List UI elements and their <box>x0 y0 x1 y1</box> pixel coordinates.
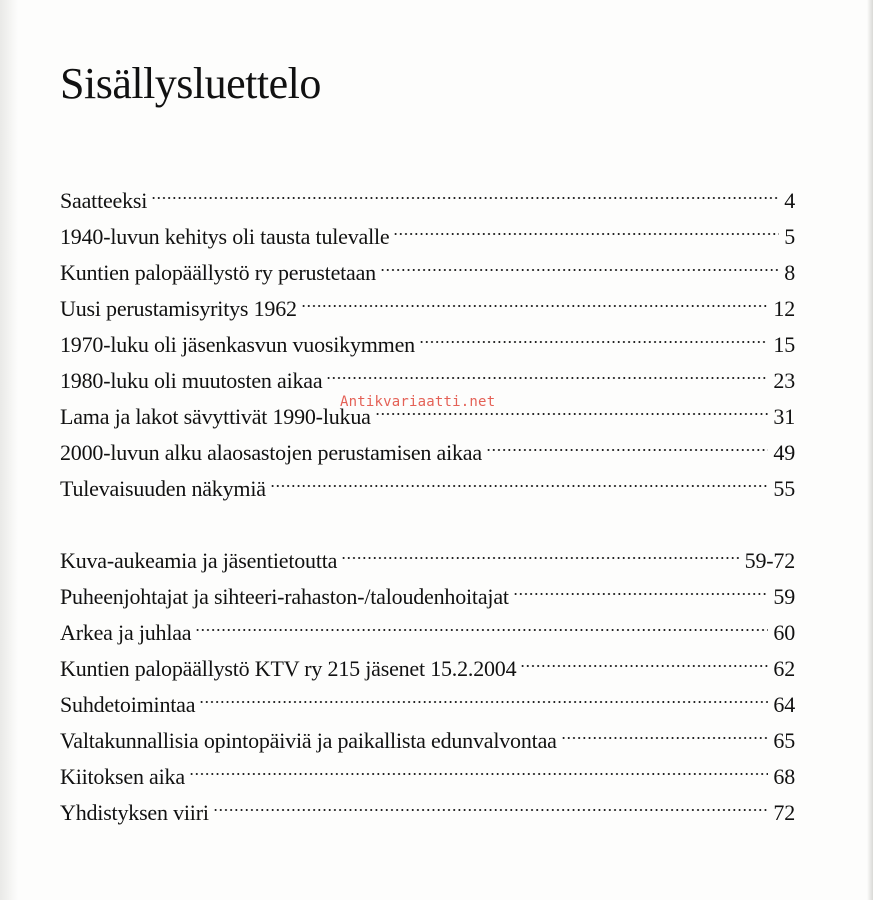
dot-leader <box>341 532 739 568</box>
toc-entry-title: Kuntien palopäällystö ry perustetaan <box>60 260 376 285</box>
toc-entry-page: 31 <box>773 404 795 429</box>
toc-entry-title: Puheenjohtajat ja sihteeri-rahaston-/taloudenhoitajat <box>60 584 509 609</box>
dot-leader <box>513 568 769 604</box>
dot-leader <box>270 460 769 496</box>
toc-entry-title: 1940-luvun kehitys oli tausta tulevalle <box>60 224 390 249</box>
toc-entry-title: Kiitoksen aika <box>60 764 185 789</box>
page-edge <box>867 0 873 900</box>
dot-leader <box>151 172 779 208</box>
toc-section-appendices <box>60 532 795 825</box>
toc-entry-page: 12 <box>773 296 795 321</box>
dot-leader <box>189 748 768 784</box>
dot-leader <box>301 280 769 316</box>
dot-leader <box>380 244 779 280</box>
dot-leader <box>486 424 768 460</box>
toc-entry-page: 15 <box>773 332 795 357</box>
toc-entry-page: 5 <box>784 224 795 249</box>
page-title: Sisällysluettelo <box>60 59 321 108</box>
toc-entry-title: Valtakunnallisia opintopäiviä ja paikallista edunvalvontaa <box>60 728 557 753</box>
toc-entry-page: 68 <box>773 764 795 789</box>
toc-entry-title: Lama ja lakot sävyttivät 1990-lukua <box>60 404 371 429</box>
toc-entry-page: 59 <box>773 584 795 609</box>
page-spine-shadow <box>0 0 18 900</box>
toc-entry-page: 72 <box>773 800 795 825</box>
toc-entry-page: 62 <box>773 656 795 681</box>
toc-entry-title: Saatteeksi <box>60 188 148 213</box>
toc-section-chapters <box>60 172 795 501</box>
dot-leader <box>199 676 768 712</box>
toc-entry <box>60 172 795 213</box>
toc-entry <box>60 532 795 573</box>
dot-leader <box>393 208 779 244</box>
toc-entry-page: 60 <box>773 620 795 645</box>
toc-entry-page: 65 <box>773 728 795 753</box>
toc-entry-title: Suhdetoimintaa <box>60 692 196 717</box>
toc-entry-page: 8 <box>784 260 795 285</box>
toc-entry-page: 4 <box>784 188 795 213</box>
dot-leader <box>520 640 768 676</box>
dot-leader <box>326 352 768 388</box>
toc-entry-page: 49 <box>773 440 795 465</box>
toc-entry <box>60 208 795 249</box>
toc-entry-page: 23 <box>773 368 795 393</box>
toc-entry-page: 55 <box>773 476 795 501</box>
dot-leader <box>561 712 769 748</box>
dot-leader <box>195 604 768 640</box>
toc-entry-title: Kuntien palopäällystö KTV ry 215 jäsenet 15.2.2004 <box>60 656 517 681</box>
watermark-text: Antikvariaatti.net <box>340 394 496 410</box>
dot-leader <box>419 316 768 352</box>
toc-entry-page: 59-72 <box>744 548 795 573</box>
toc-entry-title: 1970-luku oli jäsenkasvun vuosikymmen <box>60 332 415 357</box>
toc-entry-title: Tulevaisuuden näkymiä <box>60 476 266 501</box>
toc-entry-title: Kuva-aukeamia ja jäsentietoutta <box>60 548 338 573</box>
toc-entry-title: Arkea ja juhlaa <box>60 620 192 645</box>
toc-entry-title: 2000-luvun alku alaosastojen perustamisen aikaa <box>60 440 482 465</box>
toc-entry-page: 64 <box>773 692 795 717</box>
toc-entry-title: Uusi perustamisyritys 1962 <box>60 296 297 321</box>
dot-leader <box>213 784 769 820</box>
toc-entry-title: 1980-luku oli muutosten aikaa <box>60 368 323 393</box>
toc-entry-title: Yhdistyksen viiri <box>60 800 209 825</box>
